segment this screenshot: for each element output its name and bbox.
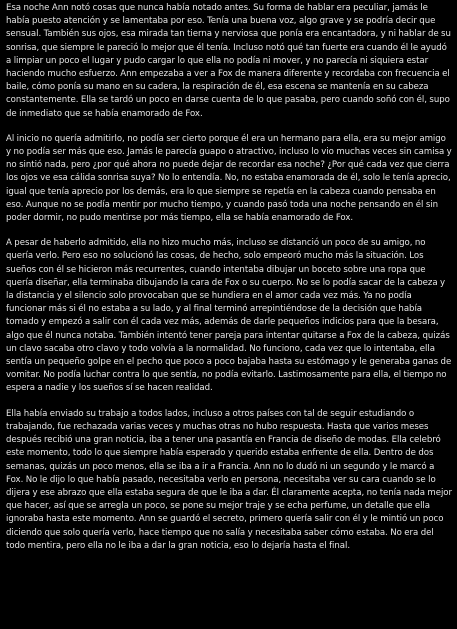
paragraph-2: Al inicio no quería admitirlo, no podía ser cierto porque él era un hermano para ella, era su mejor amigo y no podía ser más que eso. Jamás le parecía guapo o atractivo, incluso lo vio muchas veces sin camisa y no sintió nada, pero ¿por qué ahora no puede dejar de recordar esa noche? ¿Por qué cada vez que cierra los ojos ve esa cálida sonrisa suya? No lo entendía. No, no estaba enamorada de él, solo le tenía aprecio, igual que tenía aprecio por los demás, era lo que siempre se repetía en la cabeza cuando pensaba en eso. Aunque no se podía mentir por mucho tiempo, y cuando pasó toda una noche pensando en él sin poder dormir, no pudo mentirse por más tiempo, ella se había enamorado de Fox. <box>6 133 452 224</box>
paragraph-3: A pesar de haberlo admitido, ella no hizo mucho más, incluso se distanció un poco de su amigo, no quería verlo. Pero eso no solucionó las cosas, de hecho, solo empeoró mucho más la situación. Los sueños con él se hicieron más recurrentes, cuando intentaba dibujar un boceto sobre una ropa que quería diseñar, ella terminaba dibujando la cara de Fox o su cuerpo. No se lo podía sacar de la cabeza y la distancia y el silencio solo provocaban que se hundiera en el amor cada vez más. Ya no podía funcionar más si él no estaba a su lado, y al final terminó arrepintiéndose de la decisión que había tomado y empezó a salir con él cada vez más, además de darle pequeños indicios para que la besara, algo que él nunca notaba. También intentó tener pareja para intentar quitarse a Fox de la cabeza, quizás un clavo sacaba otro clavo y todo volvía a la normalidad. No funciono, cada vez que lo intentaba, ella sentía un pequeño golpe en el pecho que poco a poco bajaba hasta su estómago y le generaba ganas de vomitar. No podía luchar contra lo que sentía, no podía evitarlo. Lastimosamente para ella, el tiempo no espera a nadie y los sueños sí se hacen realidad. <box>6 238 452 394</box>
paragraph-1: Esa noche Ann notó cosas que nunca había notado antes. Su forma de hablar era peculiar, jamás le había puesto atención y se lamentaba por eso. Tenía una buena voz, algo grave y se podría decir que sensual. También sus ojos, esa mirada tan tierna y nerviosa que ponía era encantadora, y ni hablar de su sonrisa, que siempre le pareció lo mejor que él tenía. Incluso notó qué tan fuerte era cuando él le ayudó a limpiar un poco el lugar y pudo cargar lo que ella no podía ni mover, y no parecía ni siquiera estar haciendo mucho esfuerzo. Ann empezaba a ver a Fox de manera diferente y recordaba con frecuencia el baile, cómo ponía su mano en su cadera, la respiración de él, esa escena se mantenía en su cabeza constantemente. Ella se tardó un poco en darse cuenta de lo que pasaba, pero cuando soñó con él, supo de inmediato que se había enamorado de Fox. <box>6 3 451 119</box>
paragraph-4: Ella había enviado su trabajo a todos lados, incluso a otros países con tal de seguir estudiando o trabajando, fue rechazada varias veces y muchas otras no hubo respuesta. Hasta que varios meses después recibió una gran noticia, iba a tener una pasantía en Francia de diseño de modas. Ella celebró este momento, todo lo que siempre había esperado y querido estaba enfrente de ella. Dentro de dos semanas, quizás un poco menos, ella se iba a ir a Francia. Ann no lo dudó ni un segundo y le marcó a Fox. No le dijo lo que había pasado, necesitaba verlo en persona, necesitaba ver su cara cuando se lo dijera y ese abrazo que ella estaba segura de que le iba a dar. Él claramente acepta, no tenía nada mejor que hacer, así que se arregla un poco, se pone su mejor traje y se echa perfume, un detalle que ella ignoraba hasta este momento. Ann se guardó el secreto, primero quería salir con él y le mintió un poco diciendo que solo quería verlo, hace tiempo que no salía y necesitaba saber cómo estaba. No era del todo mentira, pero ella no le iba a dar la gran noticia, eso lo dejaría hasta el final. <box>6 408 453 551</box>
